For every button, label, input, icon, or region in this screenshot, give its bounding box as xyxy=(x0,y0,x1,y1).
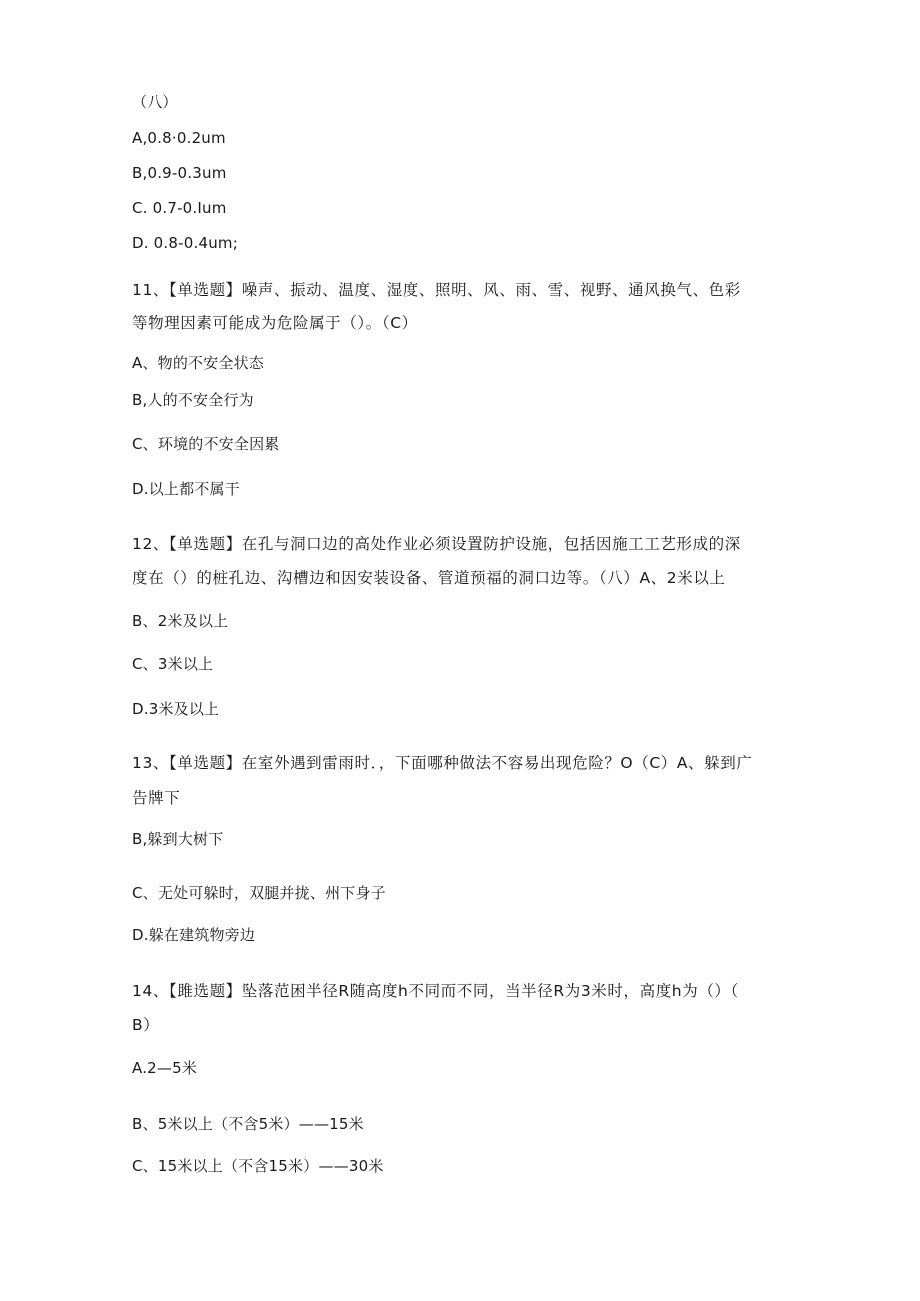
question-13-line-1: 13、【单选题】在室外遇到雷雨时．，下面哪种做法不容易出现危险？O（C）A、躲到广 xyxy=(132,754,753,772)
option-a: A、物的不安全状态 xyxy=(132,354,265,372)
option-c: C、环境的不安全因累 xyxy=(132,435,280,453)
option-d: D.躲在建筑物旁边 xyxy=(132,926,256,944)
option-b: B,躲到大树下 xyxy=(132,830,224,848)
question-12-line-1: 12、【单选题】在孔与洞口边的高处作业必须设置防护设施，包括因施工工艺形成的深 xyxy=(132,535,741,553)
option-d: D. 0.8-0.4um; xyxy=(132,234,238,252)
option-c: C、无处可躲时，双腿并拢、州下身子 xyxy=(132,884,386,902)
answer-line: （八） xyxy=(132,93,178,111)
question-11-line-2: 等物理因素可能成为危险属于（）。（C） xyxy=(132,314,418,332)
option-a: A.2—5米 xyxy=(132,1059,198,1077)
option-c: C、15米以上（不含15米）——30米 xyxy=(132,1157,384,1175)
option-b: B、2米及以上 xyxy=(132,612,229,630)
question-13-line-2: 告牌下 xyxy=(132,789,181,807)
question-11-line-1: 11、【单选题】噪声、振动、温度、湿度、照明、风、雨、雪、视野、通风换气、色彩 xyxy=(132,281,741,299)
option-c: C. 0.7-0.Ium xyxy=(132,199,227,217)
option-d: D.以上都不属干 xyxy=(132,480,240,498)
option-b: B,0.9-0.3um xyxy=(132,164,227,182)
option-c: C、3米以上 xyxy=(132,655,214,673)
option-d: D.3米及以上 xyxy=(132,700,220,718)
option-b: B,人的不安全行为 xyxy=(132,391,254,409)
question-12-line-2: 度在（）的桩孔边、沟槽边和因安装设备、管道预福的洞口边等。（八）A、2米以上 xyxy=(132,569,726,587)
question-14-line-1: 14、【雎选题】坠落范困半径R随高度h不同而不同，当半径R为3米时，高度h为（）（ xyxy=(132,982,739,1000)
question-14-line-2: B） xyxy=(132,1016,160,1034)
option-a: A,0.8·0.2um xyxy=(132,129,226,147)
option-b: B、5米以上（不含5米）——15米 xyxy=(132,1115,364,1133)
